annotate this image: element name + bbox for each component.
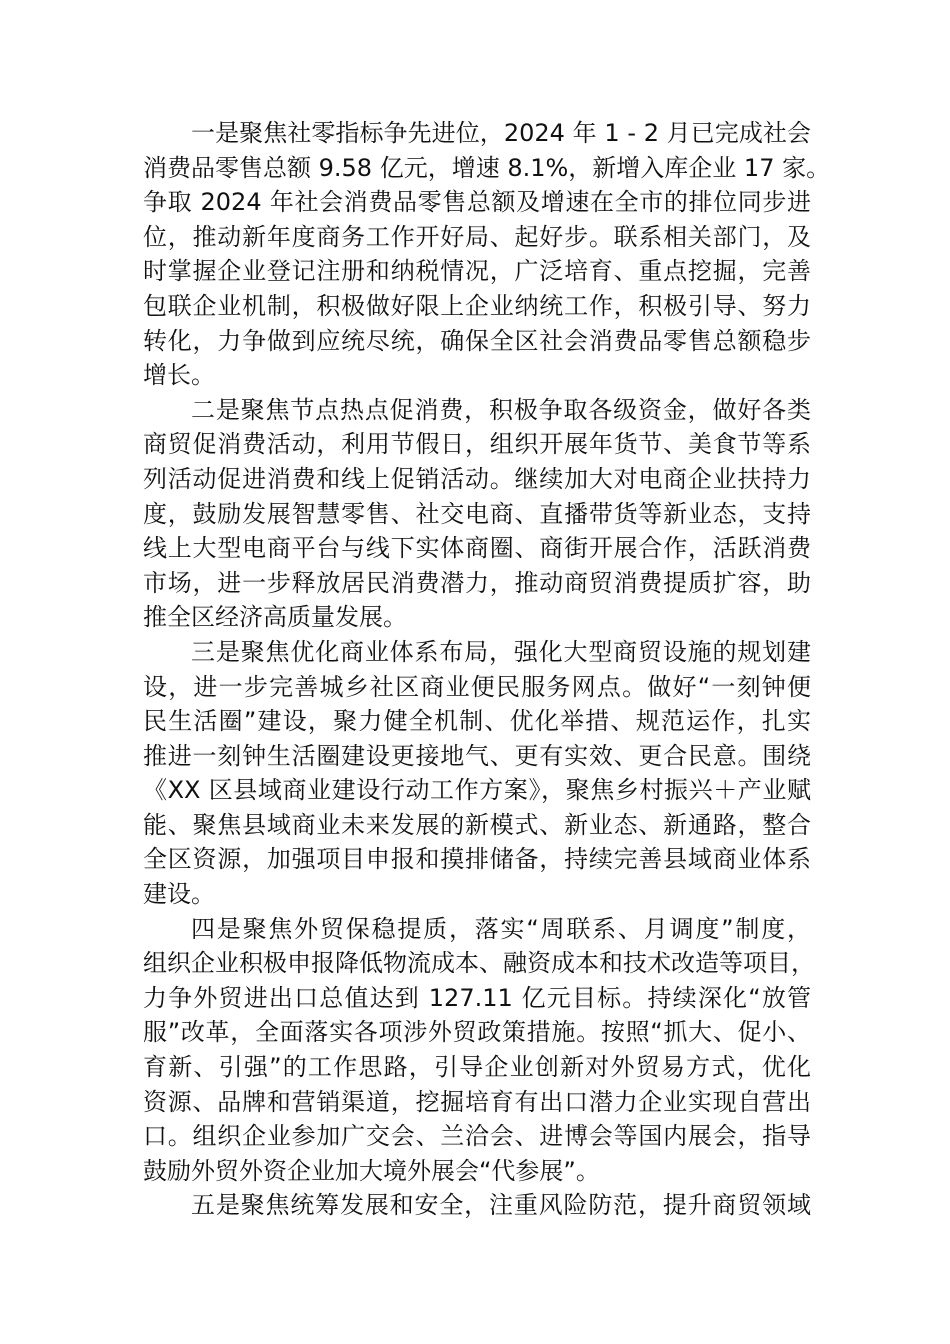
text-line: 三是聚焦优化商业体系布局，强化大型商贸设施的规划建 — [191, 637, 811, 666]
paragraph-2 — [143, 393, 811, 635]
text-line: 资源、品牌和营销渠道，挖掘培育有出口潜力企业实现自营出 — [143, 1087, 811, 1116]
document-body — [143, 116, 831, 1223]
text-line: 时掌握企业登记注册和纳税情况，广泛培育、重点挖掘，完善 — [143, 257, 811, 286]
text-line: 度，鼓励发展智慧零售、社交电商、直播带货等新业态，支持 — [143, 499, 811, 528]
text-line: 位，推动新年度商务工作开好局、起好步。联系相关部门，及 — [143, 222, 811, 251]
text-line: 能、聚焦县域商业未来发展的新模式、新业态、新通路，整合 — [143, 810, 811, 839]
text-line: 包联企业机制，积极做好限上企业纳统工作，积极引导、努力 — [143, 291, 811, 320]
text-line: 线上大型电商平台与线下实体商圈、商街开展合作，活跃消费 — [143, 534, 811, 563]
text-line: 设，进一步完善城乡社区商业便民服务网点。做好“一刻钟便 — [143, 672, 811, 701]
text-line: 组织企业积极申报降低物流成本、融资成本和技术改造等项目， — [143, 949, 815, 978]
text-line: 建设。 — [143, 880, 215, 909]
text-line: 民生活圈”建设，聚力健全机制、优化举措、规范运作，扎实 — [143, 707, 811, 736]
text-line: 四是聚焦外贸保稳提质，落实“周联系、月调度”制度， — [191, 914, 811, 943]
text-line: 商贸促消费活动，利用节假日，组织开展年货节、美食节等系 — [143, 430, 811, 459]
text-line: 市场，进一步释放居民消费潜力，推动商贸消费提质扩容，助 — [143, 568, 811, 597]
text-line: 《XX 区县域商业建设行动工作方案》，聚焦乡村振兴＋产业赋 — [143, 776, 811, 805]
text-line: 服”改革，全面落实各项涉外贸政策措施。按照“抓大、促小、 — [143, 1018, 811, 1047]
text-line: 二是聚焦节点热点促消费，积极争取各级资金，做好各类 — [191, 395, 811, 424]
text-line: 五是聚焦统筹发展和安全，注重风险防范，提升商贸领域 — [191, 1191, 811, 1220]
text-line: 推进一刻钟生活圈建设更接地气、更有实效、更合民意。围绕 — [143, 741, 811, 770]
paragraph-3 — [143, 635, 811, 912]
text-line: 消费品零售总额 9.58 亿元，增速 8.1%，新增入库企业 17 家。 — [143, 153, 831, 182]
text-line: 转化，力争做到应统尽统，确保全区社会消费品零售总额稳步 — [143, 326, 811, 355]
paragraph-4 — [143, 912, 815, 1189]
text-line: 增长。 — [143, 361, 215, 390]
text-line: 争取 2024 年社会消费品零售总额及增速在全市的排位同步进 — [143, 188, 811, 217]
text-line: 全区资源，加强项目申报和摸排储备，持续完善县域商业体系 — [143, 845, 811, 874]
text-line: 口。组织企业参加广交会、兰洽会、进博会等国内展会，指导 — [143, 1122, 811, 1151]
text-line: 鼓励外贸外资企业加大境外展会“代参展”。 — [143, 1156, 600, 1185]
text-line: 育新、引强”的工作思路，引导企业创新对外贸易方式，优化 — [143, 1053, 811, 1082]
text-line: 力争外贸进出口总值达到 127.11 亿元目标。持续深化“放管 — [143, 983, 811, 1012]
text-line: 列活动促进消费和线上促销活动。继续加大对电商企业扶持力 — [143, 464, 811, 493]
paragraph-1 — [143, 116, 831, 393]
paragraph-5 — [143, 1188, 811, 1223]
text-line: 推全区经济高质量发展。 — [143, 603, 407, 632]
text-line: 一是聚焦社零指标争先进位，2024 年 1 - 2 月已完成社会 — [191, 119, 811, 147]
